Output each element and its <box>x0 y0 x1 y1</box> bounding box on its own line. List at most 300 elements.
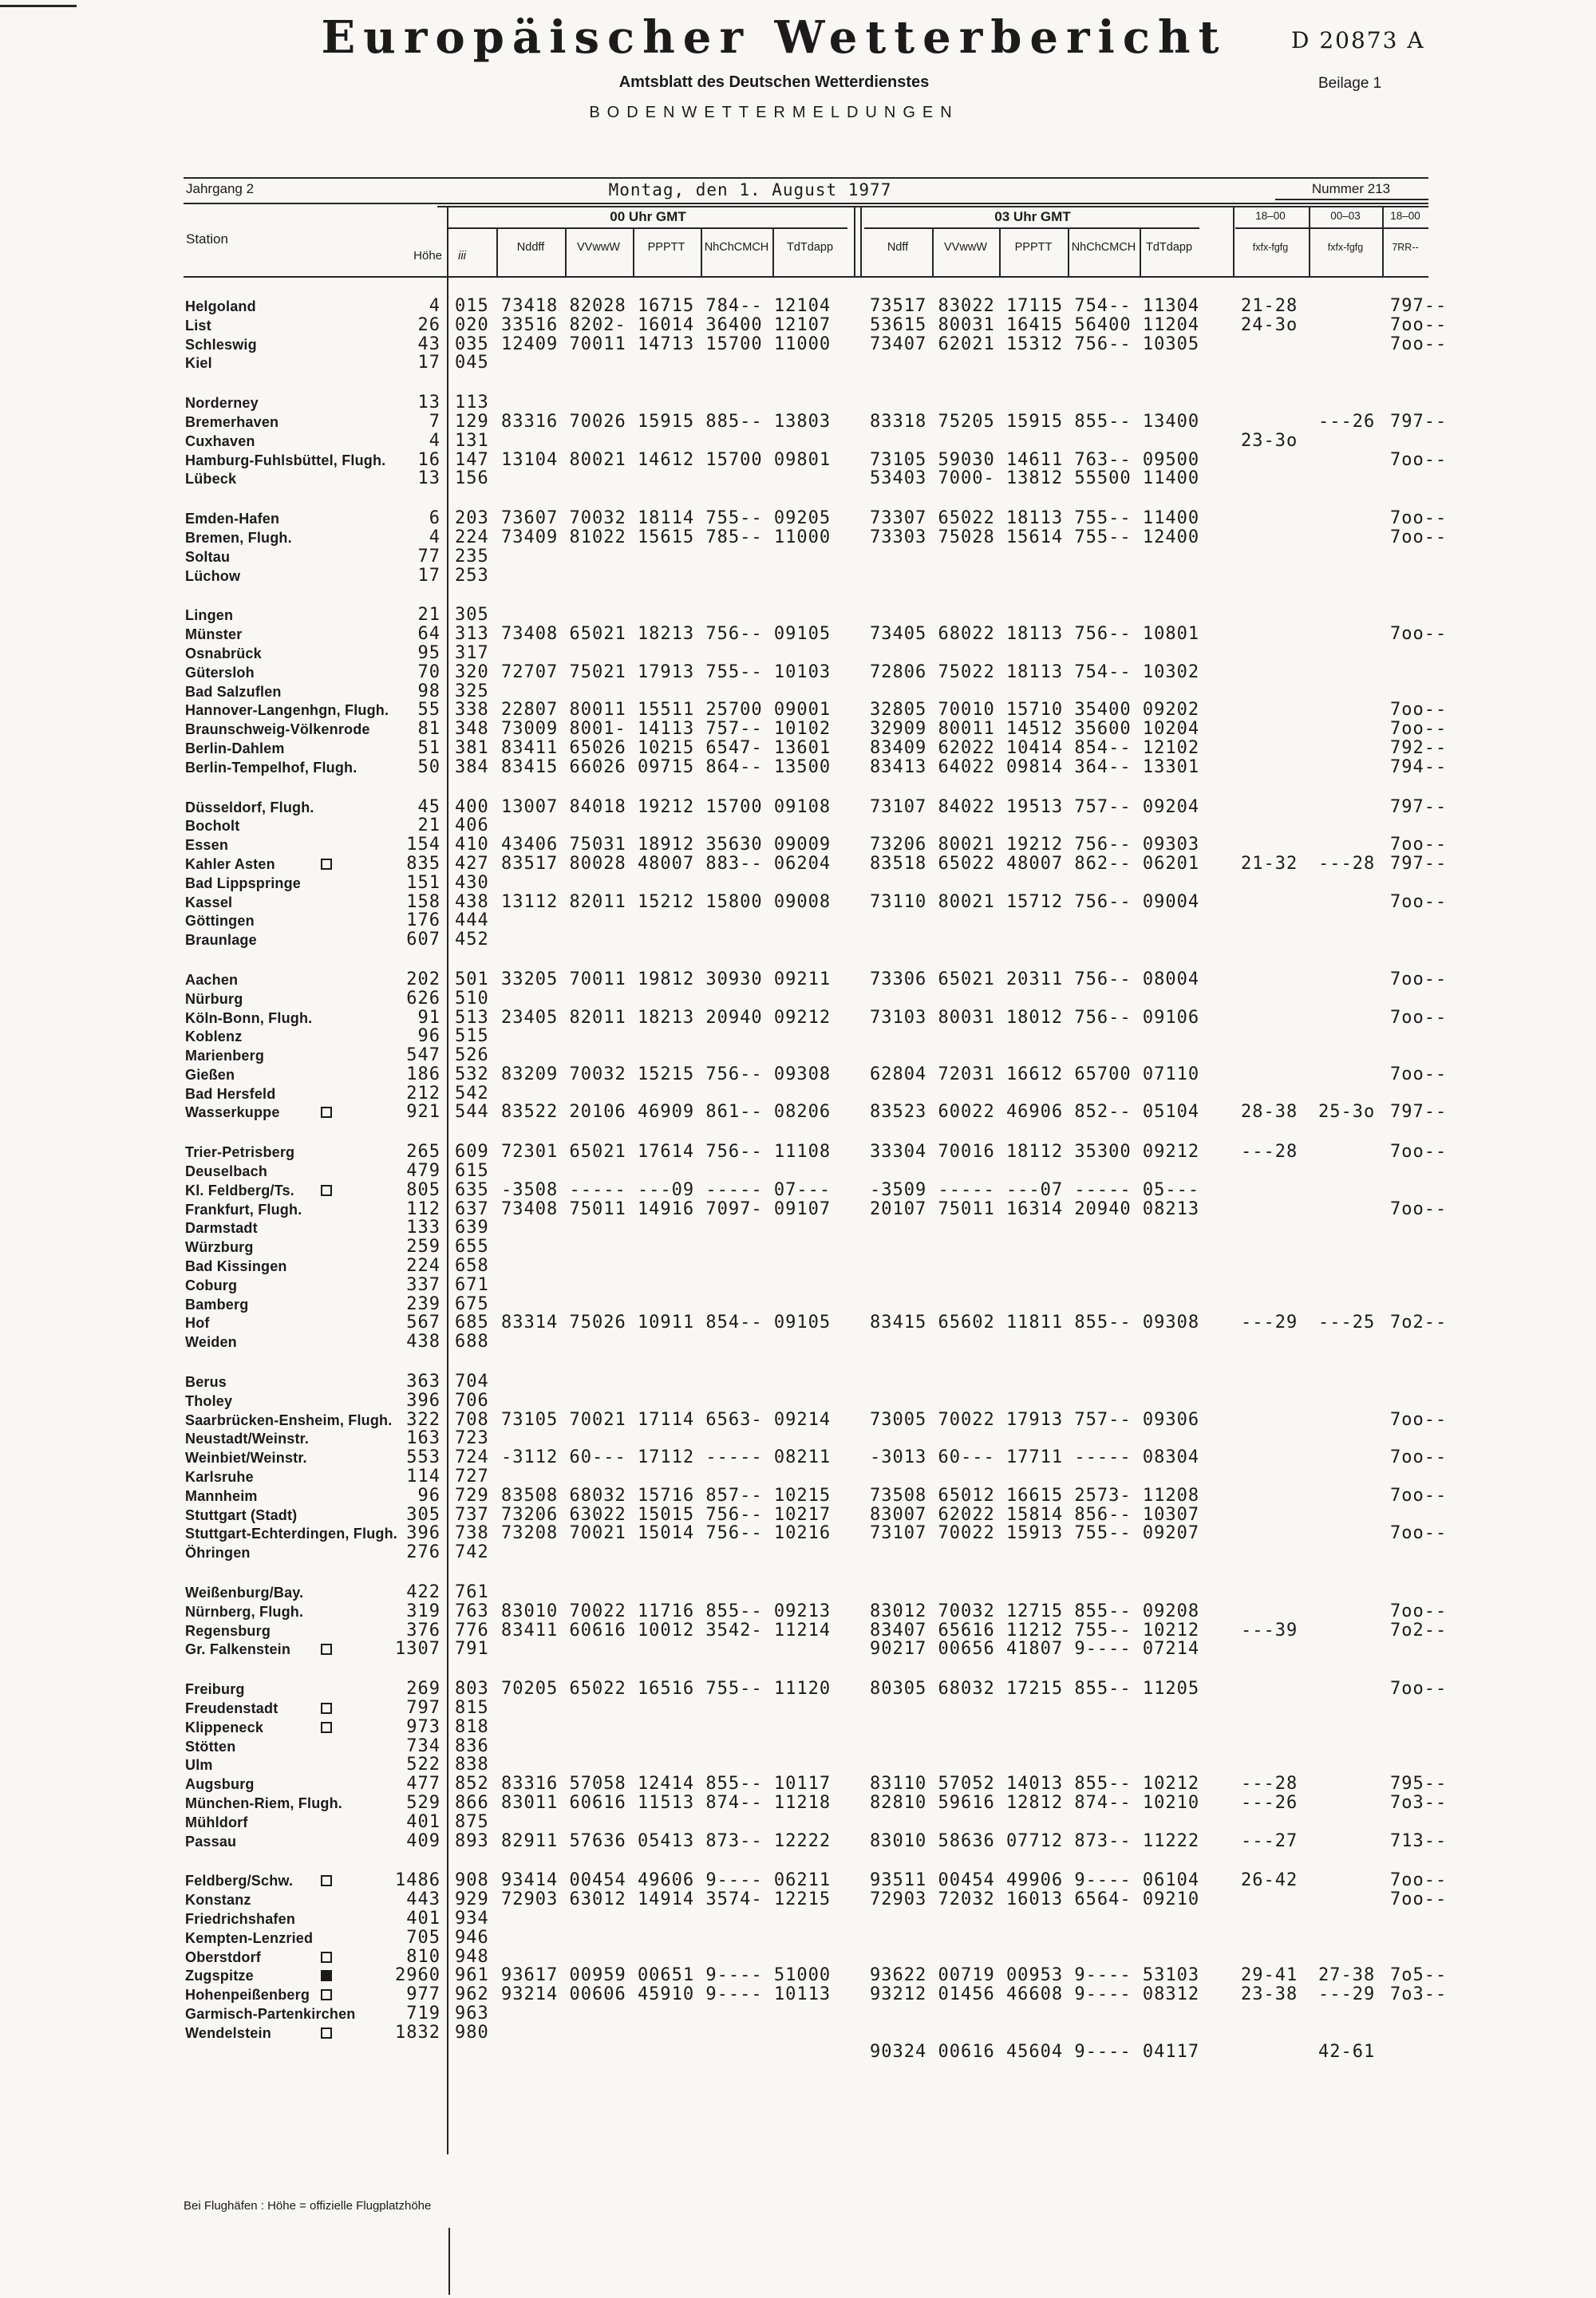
divider-sub <box>565 227 567 276</box>
col-header-18-00: 18–00 <box>1255 210 1286 222</box>
station-index: 742 <box>455 1542 489 1563</box>
obs-03utc: 53615 80031 16415 56400 11204 <box>870 314 1200 335</box>
col-header-vvwww-00: VVwwW <box>577 241 620 254</box>
gust-00-03: ---29 <box>1318 1984 1376 2005</box>
precip-18-00: 797-- <box>1390 411 1448 432</box>
divider-sub <box>1140 227 1141 276</box>
table-row <box>184 1333 1492 1352</box>
station-index: 338 <box>455 700 489 721</box>
table-row <box>184 432 1492 451</box>
station-index: 615 <box>455 1161 489 1182</box>
obs-03utc: 73307 65022 18113 755-- 11400 <box>870 508 1200 529</box>
station-name: Lübeck <box>185 471 237 488</box>
obs-00utc: 13007 84018 19212 15700 09108 <box>501 796 832 817</box>
station-elevation: 973 <box>406 1716 440 1737</box>
station-name: Emden-Hafen <box>185 511 280 527</box>
station-index: 723 <box>455 1428 489 1449</box>
obs-00utc: 73105 70021 17114 6563- 09214 <box>501 1409 832 1430</box>
station-elevation: 269 <box>406 1679 440 1700</box>
col-header-00-03: 00–03 <box>1330 210 1361 222</box>
station-index: 724 <box>455 1447 489 1468</box>
obs-00utc: 83522 20106 46909 861-- 08206 <box>501 1102 832 1123</box>
station-elevation: 17 <box>417 565 440 586</box>
obs-00utc: 93414 00454 49606 9---- 06211 <box>501 1870 832 1891</box>
station-index: 791 <box>455 1639 489 1660</box>
obs-03utc: 93622 00719 00953 9---- 53103 <box>870 1965 1200 1986</box>
obs-00utc: 83508 68032 15716 857-- 10215 <box>501 1485 832 1506</box>
station-elevation: 276 <box>406 1542 440 1563</box>
station-index: 963 <box>455 2003 489 2024</box>
station-index: 609 <box>455 1142 489 1163</box>
station-elevation: 305 <box>406 1504 440 1525</box>
station-index: 410 <box>455 835 489 855</box>
volume-label: Jahrgang 2 <box>186 181 255 196</box>
col-subheader-fxfg-2: fxfx-fgfg <box>1327 242 1364 253</box>
station-index: 513 <box>455 1007 489 1028</box>
obs-00utc: 33205 70011 19812 30930 09211 <box>501 969 832 989</box>
divider-sub <box>932 227 934 276</box>
station-elevation: 734 <box>406 1735 440 1756</box>
station-elevation: 810 <box>406 1946 440 1967</box>
station-elevation: 322 <box>406 1409 440 1430</box>
group-gap <box>184 585 1492 606</box>
station-name: Regensburg <box>185 1622 271 1639</box>
table-row <box>184 353 1492 373</box>
table-row <box>184 1009 1492 1028</box>
station-index: 438 <box>455 891 489 912</box>
station-elevation: 553 <box>406 1447 440 1468</box>
rule-under-03gmt <box>864 227 1199 229</box>
footer-note: Bei Flughäfen : Höhe = offizielle Flugplatzhöhe <box>184 2199 432 2213</box>
precip-18-00: 797-- <box>1390 296 1448 316</box>
station-elevation: 163 <box>406 1428 440 1449</box>
station-elevation: 529 <box>406 1792 440 1813</box>
table-row <box>184 316 1492 335</box>
precip-18-00: 7o2-- <box>1390 1620 1448 1641</box>
table-row <box>184 1200 1492 1219</box>
obs-00utc: 12409 70011 14713 15700 11000 <box>501 334 832 354</box>
gust-00-03: 25-3o <box>1318 1102 1376 1123</box>
station-index: 203 <box>455 508 489 529</box>
station-elevation: 259 <box>406 1237 440 1258</box>
station-elevation: 835 <box>406 853 440 874</box>
open-square-icon <box>321 1185 332 1196</box>
col-header-ppptt-03: PPPTT <box>1014 241 1053 254</box>
table-row <box>184 682 1492 701</box>
rule-header-top <box>437 206 1428 207</box>
station-index: 515 <box>455 1026 489 1047</box>
station-name: Stötten <box>185 1738 236 1755</box>
page-title: Europäischer Wetterbericht <box>321 11 1227 64</box>
table-row <box>184 644 1492 663</box>
obs-03utc: 73107 70022 15913 755-- 09207 <box>870 1523 1200 1544</box>
col-subheader-fxfg-1: fxfx-fgfg <box>1252 242 1289 253</box>
table-row <box>184 1103 1492 1122</box>
station-index: 015 <box>455 296 489 316</box>
table-row <box>184 1966 1492 1985</box>
obs-00utc: 13104 80021 14612 15700 09801 <box>501 449 832 470</box>
precip-18-00: 7oo-- <box>1390 891 1448 912</box>
station-elevation: 154 <box>406 835 440 855</box>
group-gap <box>184 1122 1492 1143</box>
precip-18-00: 794-- <box>1390 756 1448 777</box>
station-name: Gießen <box>185 1066 235 1083</box>
table-row <box>184 1046 1492 1065</box>
table-row <box>184 1143 1492 1162</box>
station-elevation: 443 <box>406 1889 440 1910</box>
table-row <box>184 528 1492 547</box>
obs-03utc: 90217 00656 41807 9---- 07214 <box>870 1639 1200 1660</box>
station-index: 501 <box>455 969 489 989</box>
station-elevation: 13 <box>417 468 440 489</box>
station-index: 235 <box>455 546 489 567</box>
station-index: 658 <box>455 1256 489 1277</box>
precip-18-00: 7oo-- <box>1390 1485 1448 1506</box>
station-index: 803 <box>455 1679 489 1700</box>
station-index: 147 <box>455 449 489 470</box>
station-index: 131 <box>455 430 489 451</box>
table-row <box>184 1313 1492 1333</box>
station-name: Kl. Feldberg/Ts. <box>185 1182 294 1198</box>
group-gap <box>184 1850 1492 1871</box>
station-index: 738 <box>455 1523 489 1544</box>
table-row <box>184 911 1492 930</box>
rule-under-right1 <box>1235 227 1309 229</box>
gust-18-00: 21-28 <box>1241 296 1298 316</box>
table-row <box>184 2004 1492 2024</box>
station-name: Koblenz <box>185 1029 243 1045</box>
table-row <box>184 1699 1492 1718</box>
obs-03utc: 73517 83022 17115 754-- 11304 <box>870 296 1200 316</box>
table-row <box>184 1602 1492 1621</box>
group-gap <box>184 950 1492 970</box>
obs-00utc: 83314 75026 10911 854-- 09105 <box>501 1313 832 1333</box>
table-body <box>184 297 1492 2061</box>
station-name: Frankfurt, Flugh. <box>185 1201 302 1218</box>
table-row <box>184 1680 1492 1699</box>
station-elevation: 176 <box>406 910 440 931</box>
station-index: 875 <box>455 1811 489 1832</box>
gust-18-00: 23-38 <box>1241 1984 1298 2005</box>
station-name: Bremerhaven <box>185 413 279 430</box>
station-index: 729 <box>455 1485 489 1506</box>
precip-18-00: 7oo-- <box>1390 1889 1448 1910</box>
table-row <box>184 1506 1492 1525</box>
precip-18-00: 7oo-- <box>1390 835 1448 855</box>
open-square-icon <box>321 1875 332 1886</box>
station-elevation: 805 <box>406 1179 440 1200</box>
station-index: 320 <box>455 661 489 682</box>
station-index: 317 <box>455 642 489 663</box>
col-header-nddff-03: Ndff <box>887 241 909 254</box>
station-name: Feldberg/Schw. <box>185 1873 294 1889</box>
precip-18-00: 7oo-- <box>1390 527 1448 547</box>
table-row <box>184 1487 1492 1506</box>
rule-header-bottom <box>184 276 1428 278</box>
station-index: 156 <box>455 468 489 489</box>
station-elevation: 112 <box>406 1198 440 1219</box>
station-index: 893 <box>455 1830 489 1851</box>
table-row <box>184 720 1492 739</box>
open-square-icon <box>321 1952 332 1963</box>
obs-00utc: 73408 75011 14916 7097- 09107 <box>501 1198 832 1219</box>
col-header-tdtd-00: TdTdapp <box>786 241 834 254</box>
precip-18-00: 797-- <box>1390 1102 1448 1123</box>
obs-03utc: 72903 72032 16013 6564- 09210 <box>870 1889 1200 1910</box>
table-row <box>184 393 1492 413</box>
station-name: Wasserkuppe <box>185 1104 280 1121</box>
divider-sub <box>1068 227 1069 276</box>
table-row <box>184 930 1492 950</box>
station-index: 544 <box>455 1102 489 1123</box>
station-name: Köln-Bonn, Flugh. <box>185 1009 313 1026</box>
table-row <box>184 798 1492 817</box>
precip-18-00: 7oo-- <box>1390 1601 1448 1621</box>
precip-18-00: 7oo-- <box>1390 508 1448 529</box>
filled-square-icon <box>321 1970 332 1981</box>
station-name: Bocholt <box>185 818 240 835</box>
station-name: Lüchow <box>185 567 241 584</box>
rule-under-right2 <box>1310 227 1382 229</box>
table-row <box>184 547 1492 567</box>
station-elevation: 2960 <box>395 1965 440 1986</box>
table-row <box>184 816 1492 835</box>
station-elevation: 921 <box>406 1102 440 1123</box>
gust-00-03: 27-38 <box>1318 1965 1376 1986</box>
col-subheader-7rr: 7RR-- <box>1392 242 1419 253</box>
precip-18-00: 795-- <box>1390 1774 1448 1795</box>
precip-18-00: 7oo-- <box>1390 1870 1448 1891</box>
station-elevation: 1486 <box>395 1870 440 1891</box>
precip-18-00: 7oo-- <box>1390 624 1448 645</box>
station-index: 761 <box>455 1582 489 1603</box>
station-index: 637 <box>455 1198 489 1219</box>
table-row <box>184 2043 1492 2062</box>
table-row <box>184 1909 1492 1929</box>
table-row <box>184 1467 1492 1487</box>
table-row <box>184 663 1492 682</box>
obs-03utc: 83012 70032 12715 855-- 09208 <box>870 1601 1200 1621</box>
station-elevation: 409 <box>406 1830 440 1851</box>
obs-00utc: 83517 80028 48007 883-- 06204 <box>501 853 832 874</box>
table-row <box>184 893 1492 912</box>
station-elevation: 265 <box>406 1142 440 1163</box>
gust-18-00: ---27 <box>1241 1830 1298 1851</box>
divider-sub <box>701 227 702 276</box>
station-name: Klippeneck <box>185 1719 264 1735</box>
obs-03utc: 73103 80031 18012 756-- 09106 <box>870 1007 1200 1028</box>
obs-03utc: 73407 62021 15312 756-- 10305 <box>870 334 1200 354</box>
table-row <box>184 1832 1492 1851</box>
obs-00utc: 73009 8001- 14113 757-- 10102 <box>501 719 832 740</box>
gust-18-00: ---26 <box>1241 1792 1298 1813</box>
obs-00utc: 83316 57058 12414 855-- 10117 <box>501 1774 832 1795</box>
station-elevation: 21 <box>417 815 440 836</box>
table-row <box>184 2024 1492 2043</box>
station-elevation: 396 <box>406 1390 440 1411</box>
station-name: Hohenpeißenberg <box>185 1987 310 2004</box>
station-name: Karlsruhe <box>185 1469 254 1486</box>
table-row <box>184 1583 1492 1602</box>
station-index: 532 <box>455 1064 489 1084</box>
station-index: 866 <box>455 1792 489 1813</box>
obs-00utc: 73208 70021 15014 756-- 10216 <box>501 1523 832 1544</box>
station-elevation: 133 <box>406 1218 440 1238</box>
station-elevation: 363 <box>406 1372 440 1392</box>
station-elevation: 396 <box>406 1523 440 1544</box>
station-name: Weiden <box>185 1334 237 1351</box>
group-gap <box>184 1659 1492 1680</box>
table-row <box>184 1218 1492 1238</box>
station-name: Oberstdorf <box>185 1949 262 1965</box>
station-index: 444 <box>455 910 489 931</box>
station-name: Bad Salzuflen <box>185 683 282 700</box>
obs-03utc: 62804 72031 16612 65700 07110 <box>870 1064 1200 1084</box>
obs-03utc: 90324 00616 45604 9---- 04117 <box>870 2041 1200 2062</box>
station-name: Aachen <box>185 971 239 988</box>
table-row <box>184 855 1492 874</box>
table-row <box>184 1640 1492 1659</box>
precip-18-00: 797-- <box>1390 853 1448 874</box>
table-row <box>184 1392 1492 1411</box>
divider-sub <box>496 227 498 276</box>
station-index: 129 <box>455 411 489 432</box>
station-name: Darmstadt <box>185 1220 258 1237</box>
station-name: Düsseldorf, Flugh. <box>185 799 314 815</box>
subtitle: Amtsblatt des Deutschen Wetterdienstes <box>618 73 930 91</box>
precip-18-00: 7oo-- <box>1390 314 1448 335</box>
divider-groups-left <box>854 206 855 276</box>
station-elevation: 43 <box>417 334 440 354</box>
station-elevation: 151 <box>406 872 440 893</box>
obs-00utc: 70205 65022 16516 755-- 11120 <box>501 1679 832 1700</box>
station-name: Ulm <box>185 1757 213 1774</box>
rule-under-right3 <box>1384 227 1428 229</box>
bottom-column-rule <box>448 2228 450 2295</box>
obs-03utc: 83518 65022 48007 862-- 06201 <box>870 853 1200 874</box>
gust-18-00: 24-3o <box>1241 314 1298 335</box>
obs-03utc: 83407 65616 11212 755-- 10212 <box>870 1620 1200 1641</box>
station-name: Konstanz <box>185 1892 251 1909</box>
col-header-tdtd-03: TdTdapp <box>1145 241 1193 254</box>
station-name: Augsburg <box>185 1776 255 1793</box>
table-row <box>184 1543 1492 1562</box>
station-index: 852 <box>455 1774 489 1795</box>
station-elevation: 547 <box>406 1045 440 1066</box>
obs-03utc: 73306 65021 20311 756-- 08004 <box>870 969 1200 989</box>
station-elevation: 224 <box>406 1256 440 1277</box>
station-elevation: 1832 <box>395 2022 440 2043</box>
station-elevation: 522 <box>406 1755 440 1775</box>
station-elevation: 50 <box>417 756 440 777</box>
station-elevation: 479 <box>406 1161 440 1182</box>
station-elevation: 567 <box>406 1313 440 1333</box>
table-row <box>184 1065 1492 1084</box>
station-name: Berlin-Tempelhof, Flugh. <box>185 759 358 776</box>
station-index: 113 <box>455 393 489 413</box>
station-name: Kempten-Lenzried <box>185 1929 314 1946</box>
station-index: 381 <box>455 737 489 758</box>
gust-00-03: ---26 <box>1318 411 1376 432</box>
precip-18-00: 797-- <box>1390 796 1448 817</box>
table-row <box>184 1755 1492 1775</box>
station-index: 934 <box>455 1908 489 1929</box>
station-index: 510 <box>455 988 489 1009</box>
station-elevation: 239 <box>406 1293 440 1314</box>
station-index: 020 <box>455 314 489 335</box>
station-name: Friedrichshafen <box>185 1910 296 1927</box>
table-row <box>184 1411 1492 1430</box>
table-row <box>184 1524 1492 1543</box>
precip-18-00: 7oo-- <box>1390 1679 1448 1700</box>
station-name: Gütersloh <box>185 664 255 681</box>
gust-00-03: ---28 <box>1318 853 1376 874</box>
station-elevation: 91 <box>417 1007 440 1028</box>
station-elevation: 1307 <box>395 1639 440 1660</box>
station-index: 430 <box>455 872 489 893</box>
obs-00utc: 83209 70032 15215 756-- 09308 <box>501 1064 832 1084</box>
precip-18-00: 7oo-- <box>1390 1523 1448 1544</box>
issue-number: Nummer 213 <box>1311 181 1391 196</box>
station-elevation: 7 <box>429 411 440 432</box>
station-name: Münster <box>185 626 243 643</box>
document-number: D 20873 A <box>1291 27 1425 53</box>
station-index: 948 <box>455 1946 489 1967</box>
divider-sub <box>633 227 634 276</box>
obs-00utc: 72707 75021 17913 755-- 10103 <box>501 661 832 682</box>
station-index: 929 <box>455 1889 489 1910</box>
station-elevation: 51 <box>417 737 440 758</box>
station-name: Stuttgart-Echterdingen, Flugh. <box>185 1526 397 1542</box>
obs-00utc: 43406 75031 18912 35630 09009 <box>501 835 832 855</box>
station-elevation: 422 <box>406 1582 440 1603</box>
station-index: 452 <box>455 930 489 950</box>
gust-18-00: ---28 <box>1241 1774 1298 1795</box>
station-index: 305 <box>455 605 489 626</box>
station-index: 427 <box>455 853 489 874</box>
station-elevation: 16 <box>417 449 440 470</box>
obs-03utc: 80305 68032 17215 855-- 11205 <box>870 1679 1200 1700</box>
station-index: 908 <box>455 1870 489 1891</box>
obs-00utc: 83415 66026 09715 864-- 13500 <box>501 756 832 777</box>
obs-03utc: 83415 65602 11811 855-- 09308 <box>870 1313 1200 1333</box>
obs-00utc: 93617 00959 00651 9---- 51000 <box>501 1965 832 1986</box>
rule-number-underline <box>1275 199 1428 200</box>
precip-18-00: 7o5-- <box>1390 1965 1448 1986</box>
station-name: Garmisch-Partenkirchen <box>185 2005 356 2022</box>
divider-right-cols <box>1233 206 1235 276</box>
obs-00utc: 72301 65021 17614 756-- 11108 <box>501 1142 832 1163</box>
gust-18-00: ---29 <box>1241 1313 1298 1333</box>
table-row <box>184 451 1492 470</box>
table-row <box>184 1257 1492 1276</box>
table-row <box>184 1871 1492 1890</box>
station-elevation: 626 <box>406 988 440 1009</box>
station-elevation: 81 <box>417 719 440 740</box>
table-row <box>184 758 1492 777</box>
station-index: 836 <box>455 1735 489 1756</box>
station-name: Berus <box>185 1374 227 1391</box>
station-name: Hof <box>185 1315 210 1332</box>
obs-03utc: -3013 60--- 17711 ----- 08304 <box>870 1447 1200 1468</box>
station-name: Bad Kissingen <box>185 1258 287 1275</box>
station-elevation: 401 <box>406 1811 440 1832</box>
obs-03utc: 20107 75011 16314 20940 08213 <box>870 1198 1200 1219</box>
obs-00utc: 83010 70022 11716 855-- 09213 <box>501 1601 832 1621</box>
table-row <box>184 1890 1492 1909</box>
station-name: Kiel <box>185 355 212 372</box>
station-name: Bamberg <box>185 1296 249 1313</box>
